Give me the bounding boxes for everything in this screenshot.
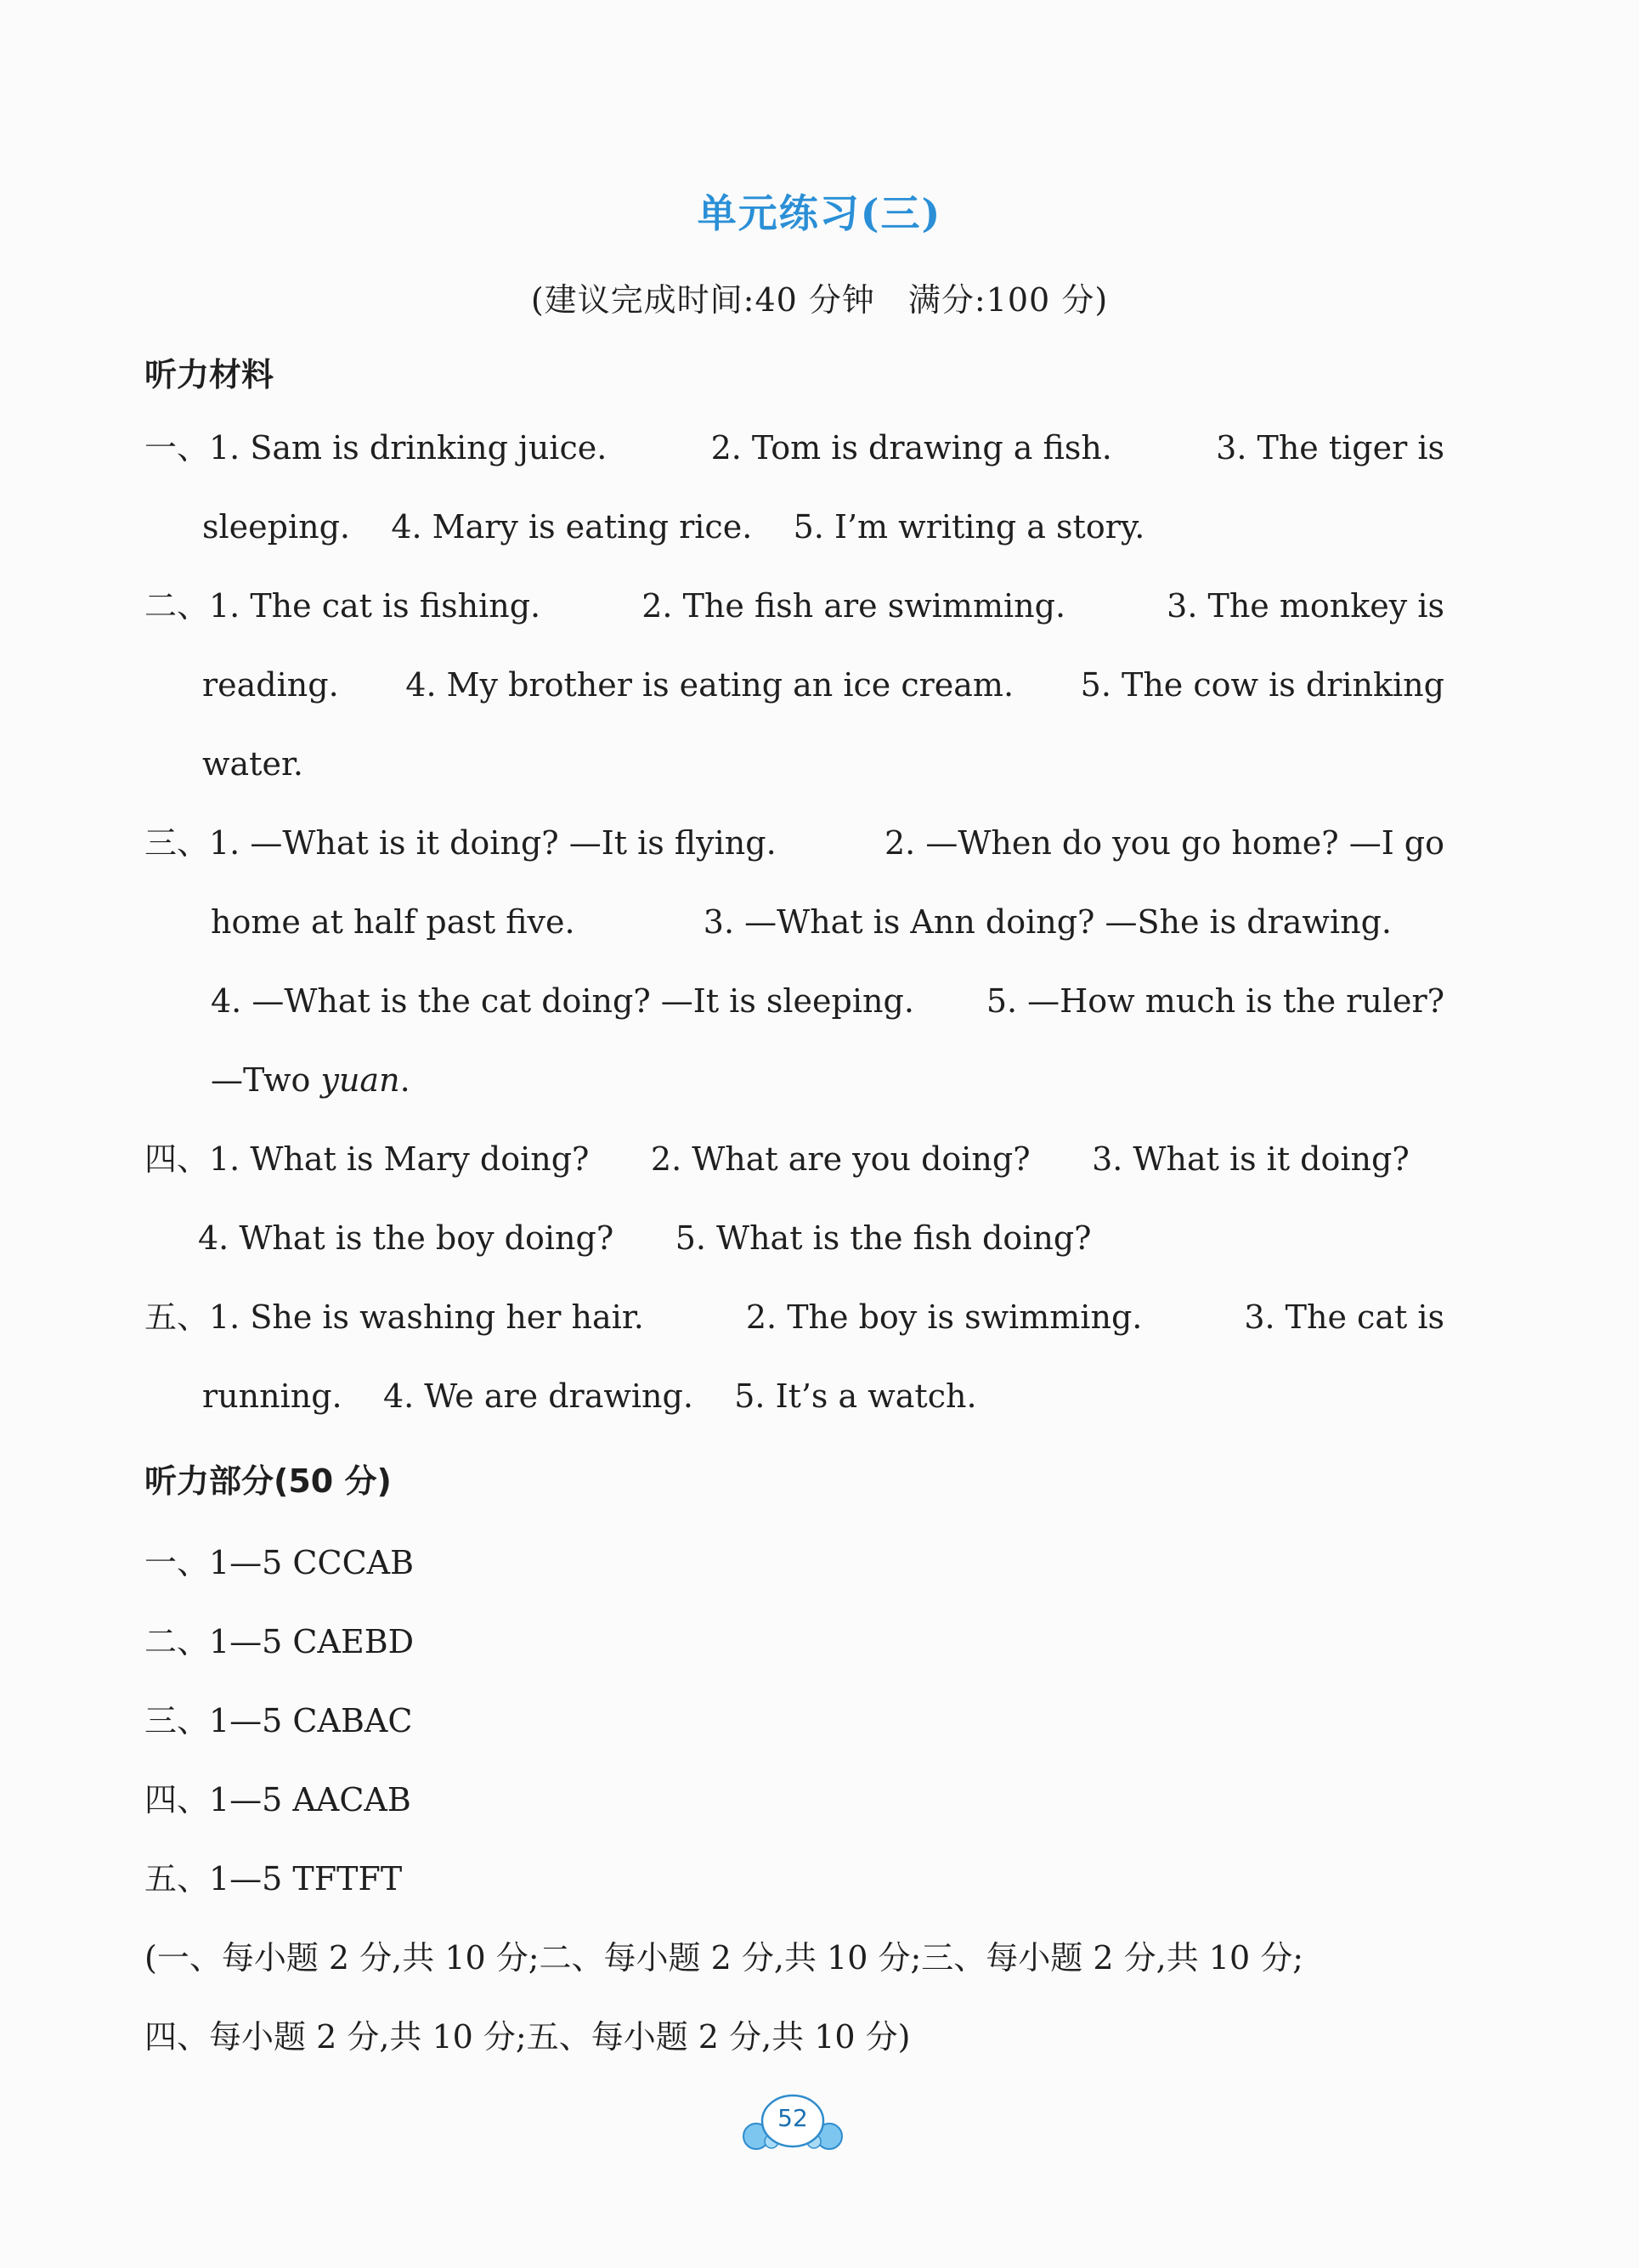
material-line-11: 4. What is the boy doing? 5. What is the fish doing? xyxy=(198,1219,1092,1257)
page-subtitle: (建议完成时间:40 分钟 满分:100 分) xyxy=(530,281,1109,319)
page-number: 52 xyxy=(777,2104,808,2132)
material-line-7: home at half past five. 3. —What is Ann doing? —She is drawing. xyxy=(211,903,1392,941)
material-line-9: —Two yuan. xyxy=(211,1061,410,1099)
scoring-line-1: (一、每小题 2 分,共 10 分;二、每小题 2 分,共 10 分;三、每小题 2 分,共 10 分; xyxy=(144,1939,1304,1977)
answer-line-5: 五、1—5 TFTFT xyxy=(144,1860,403,1898)
material-line-8: 4. —What is the cat doing? —It is sleeping. 5. —How much is the ruler? xyxy=(211,982,1444,1020)
answer-line-1: 一、1—5 CCCAB xyxy=(144,1544,415,1581)
material-line-3: 二、1. The cat is fishing. 2. The fish are swimming. 3. The monkey is xyxy=(144,587,1444,625)
page-number-badge xyxy=(738,2089,848,2157)
answer-line-3: 三、1—5 CABAC xyxy=(144,1702,413,1739)
material-line-10: 四、1. What is Mary doing? 2. What are you doing? 3. What is it doing? xyxy=(144,1140,1410,1178)
material-line-2: sleeping. 4. Mary is eating rice. 5. I’m writing a story. xyxy=(202,508,1145,546)
material-line-4: reading. 4. My brother is eating an ice cream. 5. The cow is drinking xyxy=(202,666,1444,704)
answer-line-4: 四、1—5 AACAB xyxy=(144,1781,411,1818)
material-line-13: running. 4. We are drawing. 5. It’s a watch. xyxy=(202,1377,977,1415)
listening-material-heading: 听力材料 xyxy=(144,356,274,393)
listening-part-heading: 听力部分(50 分) xyxy=(144,1462,392,1500)
material-line-1: 一、1. Sam is drinking juice. 2. Tom is drawing a fish. 3. The tiger is xyxy=(144,429,1444,467)
answer-line-2: 二、1—5 CAEBD xyxy=(144,1623,415,1660)
material-line-6: 三、1. —What is it doing? —It is flying. 2. —When do you go home? —I go xyxy=(144,824,1444,862)
material-line-5: water. xyxy=(202,745,304,783)
page-title: 单元练习(三) xyxy=(697,190,942,236)
material-line-12: 五、1. She is washing her hair. 2. The boy is swimming. 3. The cat is xyxy=(144,1298,1444,1336)
scoring-line-2: 四、每小题 2 分,共 10 分;五、每小题 2 分,共 10 分) xyxy=(144,2018,911,2056)
